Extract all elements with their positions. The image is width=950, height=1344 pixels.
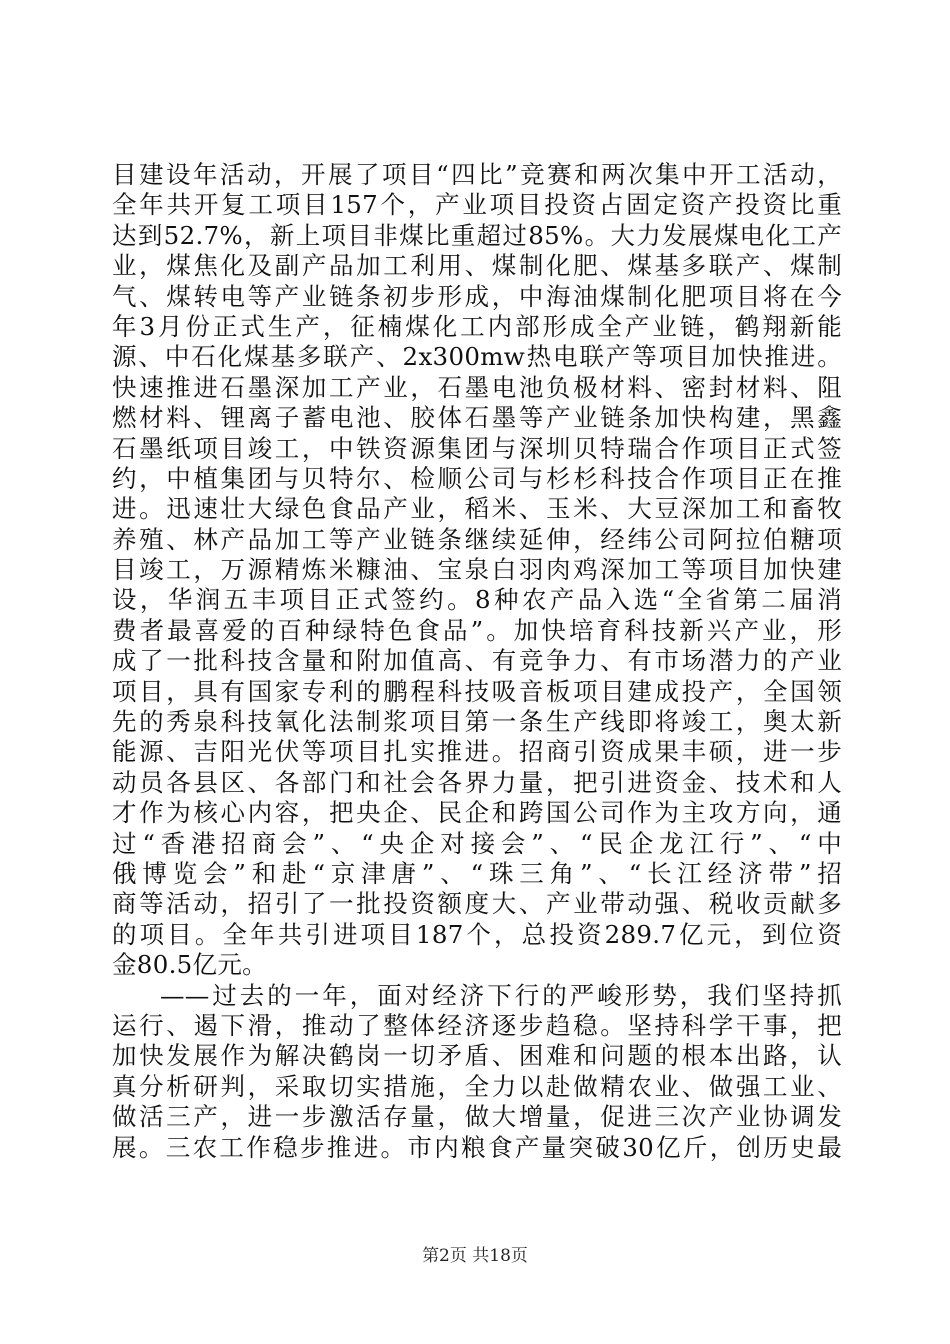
- paragraph-end-line: 金80.5亿元。: [112, 950, 267, 980]
- text-line: 能源、吉阳光伏等项目扎实推进。招商引资成果丰硕，进一步: [112, 737, 842, 767]
- text-line: 源、中石化煤基多联产、2x300mw热电联产等项目加快推进。: [112, 342, 842, 372]
- text-line: 全年共开复工项目157个，产业项目投资占固定资产投资比重: [112, 190, 842, 220]
- text-line: 项目，具有国家专利的鹏程科技吸音板项目建成投产，全国领: [112, 676, 842, 706]
- text-line: 达到52.7%，新上项目非煤比重超过85%。大力发展煤电化工产: [112, 220, 842, 250]
- text-line: 先的秀泉科技氧化法制浆项目第一条生产线即将竣工，奥太新: [112, 707, 842, 737]
- text-line: 动员各县区、各部门和社会各界力量，把引进资金、技术和人: [112, 767, 842, 797]
- text-line: 气、煤转电等产业链条初步形成，中海油煤制化肥项目将在今: [112, 281, 842, 311]
- text-line: 设，华润五丰项目正式签约。8种农产品入选“全省第二届消: [112, 585, 842, 615]
- body-text: [112, 160, 842, 1163]
- text-line: 燃材料、锂离子蓄电池、胶体石墨等产业链条加快构建，黑鑫: [112, 403, 842, 433]
- text-line: 费者最喜爱的百种绿特色食品”。加快培育科技新兴产业，形: [112, 615, 842, 645]
- text-line: 快速推进石墨深加工产业，石墨电池负极材料、密封材料、阻: [112, 372, 842, 402]
- text-line: 俄博览会”和赴“京津唐”、“珠三角”、“长江经济带”招: [112, 858, 842, 888]
- page-footer: 第2页 共18页: [422, 1246, 528, 1266]
- text-line: 才作为核心内容，把央企、民企和跨国公司作为主攻方向，通: [112, 798, 842, 828]
- text-line: 年3月份正式生产，征楠煤化工内部形成全产业链，鹤翔新能: [112, 311, 842, 341]
- text-line: 成了一批科技含量和附加值高、有竞争力、有市场潜力的产业: [112, 646, 842, 676]
- text-line: 的项目。全年共引进项目187个，总投资289.7亿元，到位资: [112, 919, 842, 949]
- paragraph-start-line: ——过去的一年，面对经济下行的严峻形势，我们坚持抓: [160, 980, 842, 1010]
- text-line: 真分析研判，采取切实措施，全力以赴做精农业、做强工业、: [112, 1071, 842, 1101]
- text-line: 商等活动，招引了一批投资额度大、产业带动强、税收贡献多: [112, 889, 842, 919]
- text-line: 养殖、林产品加工等产业链条继续延伸，经纬公司阿拉伯糖项: [112, 524, 842, 554]
- text-line: 目建设年活动，开展了项目“四比”竞赛和两次集中开工活动，: [112, 160, 842, 189]
- text-line: 石墨纸项目竣工，中铁资源集团与深圳贝特瑞合作项目正式签: [112, 433, 842, 463]
- text-line: 约，中植集团与贝特尔、检顺公司与杉杉科技合作项目正在推: [112, 463, 842, 493]
- text-line: 加快发展作为解决鹤岗一切矛盾、困难和问题的根本出路，认: [112, 1041, 842, 1071]
- text-line: 进。迅速壮大绿色食品产业，稻米、玉米、大豆深加工和畜牧: [112, 494, 842, 524]
- text-line: 运行、遏下滑，推动了整体经济逐步趋稳。坚持科学干事，把: [112, 1010, 842, 1040]
- text-line: 业，煤焦化及副产品加工利用、煤制化肥、煤基多联产、煤制: [112, 251, 842, 281]
- text-line: 做活三产，进一步激活存量，做大增量，促进三次产业协调发: [112, 1102, 842, 1132]
- text-line: 目竣工，万源精炼米糠油、宝泉白羽肉鸡深加工等项目加快建: [112, 555, 842, 585]
- text-line: 展。三农工作稳步推进。市内粮食产量突破30亿斤，创历史最: [112, 1132, 842, 1162]
- text-line: 过“香港招商会”、“央企对接会”、“民企龙江行”、“中: [112, 828, 842, 858]
